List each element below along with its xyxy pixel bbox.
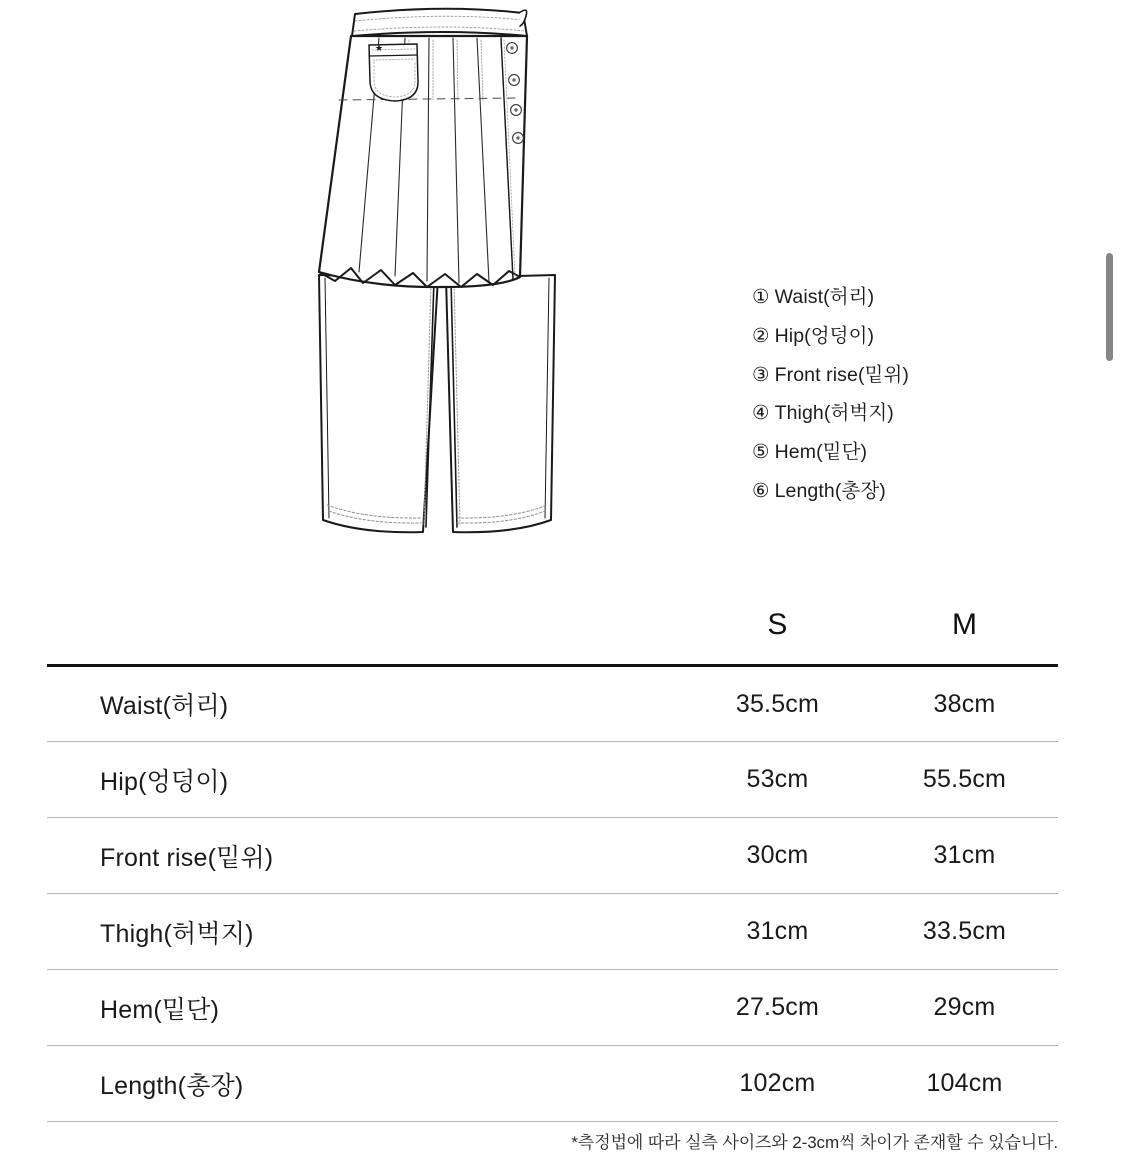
legend-number-6: ⑥: [752, 479, 770, 502]
legend-item: [752, 394, 1012, 433]
pleated-skirt-group: [319, 36, 527, 287]
table-header-row: [47, 608, 1058, 666]
cell-waist-m: 38cm: [871, 666, 1058, 742]
column-header-measurement: [47, 608, 684, 666]
measurement-disclaimer: *측정법에 따라 실측 사이즈와 2-3cm씩 차이가 존재할 수 있습니다.: [571, 1133, 1058, 1152]
page-scrollbar[interactable]: [1103, 0, 1117, 1174]
legend-label-hip: Hip(엉덩이): [774, 324, 875, 347]
row-label-length: Length(총장): [47, 1046, 684, 1122]
row-label-waist: Waist(허리): [47, 666, 684, 742]
cell-front-rise-s: 30cm: [684, 818, 871, 894]
cell-hem-s: 27.5cm: [684, 970, 871, 1046]
row-label-thigh: Thigh(허벅지): [47, 894, 684, 970]
legend-label-front-rise: Front rise(밑위): [774, 363, 910, 386]
pants-group: [319, 275, 555, 532]
legend-number-3: ③: [752, 363, 770, 386]
row-label-hem: Hem(밑단): [47, 970, 684, 1046]
column-header-s: S: [767, 608, 788, 641]
legend-number-1: ①: [752, 286, 770, 308]
patch-pocket: [369, 44, 418, 101]
legend-item: [752, 433, 1012, 472]
legend-label-length: Length(총장): [774, 479, 886, 502]
cell-length-s: 102cm: [684, 1046, 871, 1122]
legend-item: [752, 317, 1012, 356]
cell-length-m: 104cm: [871, 1046, 1058, 1122]
cell-thigh-m: 33.5cm: [871, 894, 1058, 970]
legend-label-waist: Waist(허리): [774, 286, 875, 308]
cell-hip-m: 55.5cm: [871, 742, 1058, 818]
legend-item: [752, 472, 1012, 511]
cell-thigh-s: 31cm: [684, 894, 871, 970]
legend-label-hem: Hem(밑단): [774, 441, 868, 464]
cell-front-rise-m: 31cm: [871, 818, 1058, 894]
cell-waist-s: 35.5cm: [684, 666, 871, 742]
legend-number-2: ②: [752, 324, 770, 347]
legend-number-4: ④: [752, 402, 770, 425]
legend-number-5: ⑤: [752, 441, 770, 464]
scrollbar-thumb[interactable]: [1106, 253, 1113, 361]
table-row: [47, 742, 1058, 818]
legend-label-thigh: Thigh(허벅지): [774, 402, 894, 425]
table-row: [47, 894, 1058, 970]
row-label-front-rise: Front rise(밑위): [47, 818, 684, 894]
row-label-hip: Hip(엉덩이): [47, 742, 684, 818]
table-row: [47, 666, 1058, 742]
legend-item: [752, 278, 1012, 317]
legend-item: [752, 356, 1012, 395]
column-header-m: M: [951, 608, 977, 641]
table-row: [47, 818, 1058, 894]
measurement-legend: [752, 278, 1012, 511]
table-row: [47, 1046, 1058, 1122]
garment-technical-drawing: [305, 0, 580, 575]
size-chart-table: [47, 608, 1058, 1122]
table-row: [47, 970, 1058, 1046]
cell-hip-s: 53cm: [684, 742, 871, 818]
cell-hem-m: 29cm: [871, 970, 1058, 1046]
waistband-group: [352, 9, 527, 36]
